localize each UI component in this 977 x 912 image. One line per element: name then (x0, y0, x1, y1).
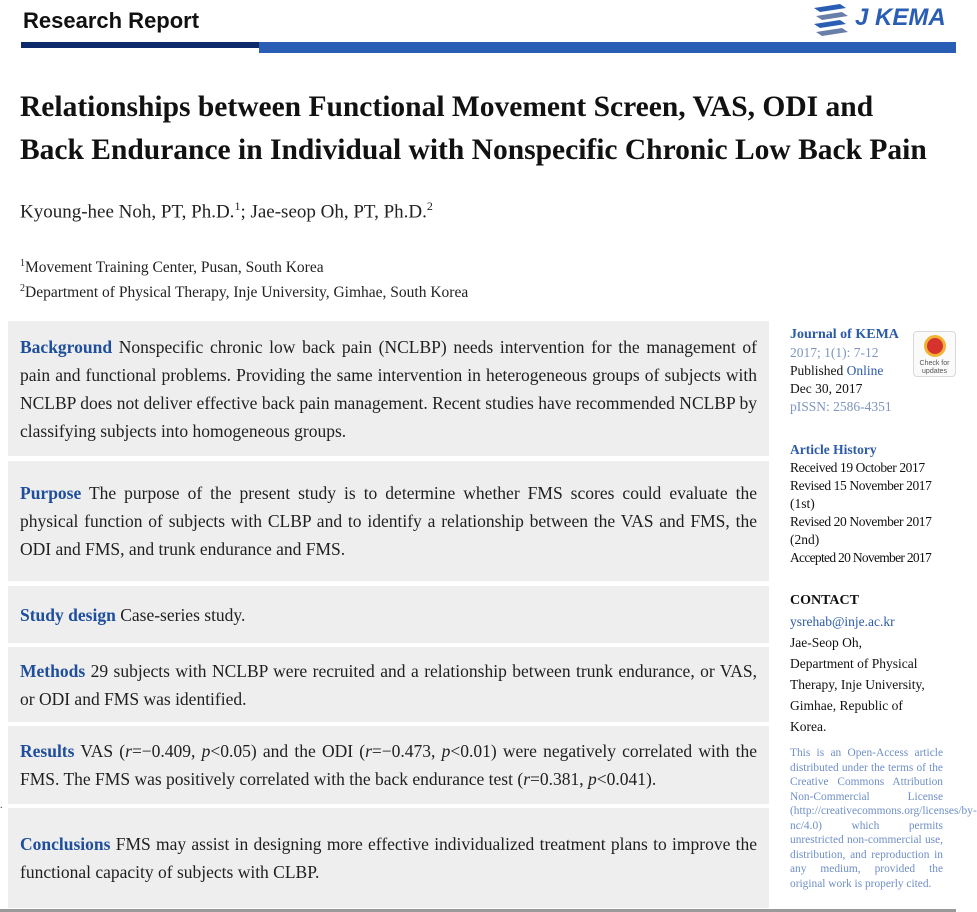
journal-logo (810, 2, 956, 38)
results-r-symbol: r (125, 741, 132, 761)
pissn: pISSN: 2586-4351 (790, 399, 892, 414)
author-1: Kyoung-hee Noh, PT, Ph.D. (20, 201, 235, 223)
design-text: Case-series study. (115, 604, 246, 625)
article-title (20, 86, 940, 172)
affiliation-1 (20, 253, 468, 278)
results-heading: Results (20, 741, 75, 761)
abstract-conclusions (8, 808, 769, 908)
article-history-heading: Article History (790, 442, 877, 457)
affiliations (20, 253, 468, 303)
contact-address-1: Department of Physical (790, 656, 918, 671)
journal-logo-text: J KEMA (855, 4, 946, 31)
results-text-3: <0.01) were negatively correlated with the FMS. The FMS was positively correlated with the back endurance test ( (20, 741, 758, 789)
results-p-symbol: p (441, 741, 451, 761)
abstract-results (8, 726, 769, 804)
history-accepted: Accepted 20 November 2017 (790, 550, 932, 565)
results-value-1: =−0.409, (131, 741, 202, 761)
results-r-symbol: r (523, 769, 530, 789)
conclusions-heading: Conclusions (20, 834, 111, 854)
background-heading: Background (20, 336, 113, 357)
purpose-text: The purpose of the present study is to determine whether FMS scores could evaluate the physical function of subjects with CLBP and to identify a relationship between the VAS and FMS, the ODI and FMS, and trunk endurance and FMS. (20, 483, 757, 559)
author-list (20, 199, 433, 223)
results-p-symbol: p (588, 769, 597, 789)
results-r-symbol: r (365, 741, 372, 761)
background-text: Nonspecific chronic low back pain (NCLBP) needs intervention for the management of pain and functional problems. Providing the same intervention in heterogeneous groups of subjects with NCLBP does not deliver effective back pain management. Recent studies have recommended NCLBP by classifying subjects into homogeneous groups. (20, 336, 757, 441)
author-separator: ; (240, 201, 251, 223)
license-text: This is an Open-Access article distributed under the terms of the Creative Commons Attribution Non-Commercial License (http://creativecommons.org/licenses/by-nc/4.0) which permits unrestricted non-commercial use, distribution, and reproduction in any medium, provided the original work is properly cited. (790, 747, 977, 890)
article-sidebar (790, 326, 946, 737)
design-heading: Study design (20, 604, 116, 625)
section-label: Research Report (23, 8, 200, 33)
conclusions-text: FMS may assist in designing more effective individualized treatment plans to improve the functional capacity of subjects with CLBP. (20, 834, 757, 882)
published-online: Online (846, 363, 884, 378)
journal-issue: 2017; 1(1): 7-12 (790, 345, 879, 360)
margin-dot: . (0, 800, 3, 811)
header-bar-blue (259, 42, 956, 53)
journal-name: Journal of KEMA (790, 327, 899, 342)
title-line-2: Back Endurance in Individual with Nonspecific Chronic Low Back Pain (20, 134, 927, 166)
contact-heading: CONTACT (790, 593, 859, 608)
author-1-affil: 1 (234, 199, 241, 213)
abstract-background (8, 321, 769, 456)
contact-name: Jae-Seop Oh, (790, 635, 862, 650)
history-revised-1-note: (1st) (790, 496, 815, 511)
affiliation-1-text: Movement Training Center, Pusan, South Korea (25, 259, 324, 277)
published-label: Published (790, 363, 847, 378)
abstract-purpose (8, 461, 769, 581)
purpose-heading: Purpose (20, 483, 82, 503)
author-2-affil: 2 (426, 199, 433, 213)
results-value-3: =0.381, (530, 769, 588, 789)
affiliation-2 (20, 278, 468, 303)
results-text-4: <0.041). (596, 769, 657, 789)
affiliation-1-number: 1 (20, 258, 25, 269)
history-received: Received 19 October 2017 (790, 460, 925, 475)
history-revised-1: Revised 15 November 2017 (790, 478, 932, 493)
abstract-study-design (8, 586, 769, 643)
results-value-2: =−0.473, (371, 741, 442, 761)
affiliation-2-text: Department of Physical Therapy, Inje University, Gimhae, South Korea (25, 284, 469, 302)
published-date: Dec 30, 2017 (790, 381, 863, 396)
methods-heading: Methods (20, 660, 86, 681)
published-status (790, 362, 946, 380)
history-revised-2-note: (2nd) (790, 532, 820, 547)
abstract-methods (8, 647, 769, 722)
methods-text: 29 subjects with NCLBP were recruited and a relationship between trunk endurance, or VAS, or ODI and FMS was identified. (20, 660, 757, 709)
contact-address-2: Therapy, Inje University, (790, 677, 925, 692)
stacked-books-icon (810, 2, 852, 38)
contact-address-4: Korea. (790, 719, 827, 734)
history-revised-2: Revised 20 November 2017 (790, 514, 932, 529)
check-for-updates-label: Check for updates (919, 360, 950, 375)
author-2: Jae-seop Oh, PT, Ph.D. (250, 201, 427, 223)
results-p-symbol: p (201, 741, 211, 761)
title-line-1: Relationships between Functional Movement Screen, VAS, ODI and (20, 91, 874, 123)
header-bar-dark (21, 42, 259, 48)
results-text-2: <0.05) and the ODI ( (210, 741, 366, 761)
affiliation-2-number: 2 (20, 283, 25, 295)
contact-email[interactable]: ysrehab@inje.ac.kr (790, 614, 895, 629)
results-text-1: VAS ( (74, 741, 126, 761)
contact-address-3: Gimhae, Republic of (790, 698, 903, 713)
